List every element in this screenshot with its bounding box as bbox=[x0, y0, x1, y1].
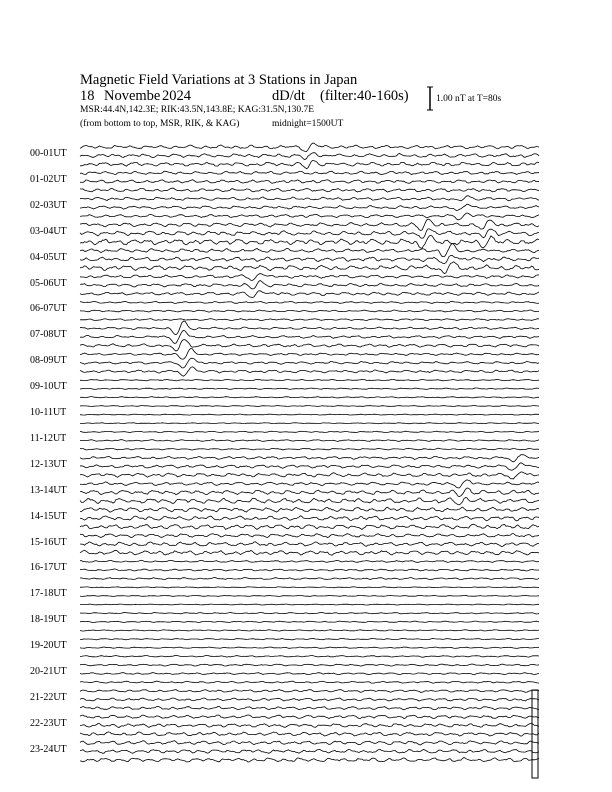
hour-label: 03-04UT bbox=[30, 225, 67, 237]
hour-label: 12-13UT bbox=[30, 458, 67, 470]
trace-rik bbox=[80, 358, 539, 368]
trace-rik bbox=[80, 463, 539, 471]
trace-rik bbox=[80, 153, 539, 160]
trace-kag bbox=[80, 143, 539, 152]
hour-label: 15-16UT bbox=[30, 536, 67, 548]
hour-label: 08-09UT bbox=[30, 355, 67, 367]
hour-label: 04-05UT bbox=[30, 251, 67, 263]
midnight-note: midnight=1500UT bbox=[272, 119, 344, 129]
trace-kag bbox=[80, 274, 539, 281]
hour-label: 20-21UT bbox=[30, 666, 67, 677]
trace-kag bbox=[80, 196, 539, 201]
trace-msr bbox=[80, 578, 539, 580]
hour-label: 06-07UT bbox=[30, 303, 67, 315]
hour-label: 01-02UT bbox=[30, 173, 67, 185]
trace-msr bbox=[80, 706, 539, 710]
trace-msr bbox=[80, 423, 539, 424]
trace-rik bbox=[80, 281, 539, 290]
hour-label: 16-17UT bbox=[30, 562, 67, 574]
trace-group bbox=[80, 143, 539, 762]
trace-kag bbox=[80, 455, 539, 462]
trace-rik bbox=[80, 516, 539, 521]
trace-rik bbox=[80, 330, 539, 343]
trace-kag bbox=[80, 507, 539, 512]
trace-kag bbox=[80, 664, 539, 666]
trace-kag bbox=[80, 406, 539, 407]
hour-label: 10-11UT bbox=[30, 407, 67, 418]
trace-rik bbox=[80, 229, 539, 238]
trace-msr bbox=[80, 236, 539, 249]
trace-msr bbox=[80, 681, 539, 683]
trace-rik bbox=[80, 542, 539, 547]
trace-kag bbox=[80, 379, 539, 380]
hour-label: 23-24UT bbox=[30, 743, 67, 755]
trace-kag bbox=[80, 480, 539, 488]
trace-kag bbox=[80, 587, 539, 588]
trace-msr bbox=[80, 758, 539, 763]
hour-label: 22-23UT bbox=[30, 717, 67, 729]
trace-kag bbox=[80, 348, 539, 359]
hour-label: 21-22UT bbox=[30, 691, 67, 703]
trace-msr bbox=[80, 291, 539, 298]
trace-msr bbox=[80, 188, 539, 192]
hour-label: 09-10UT bbox=[30, 381, 67, 393]
hour-label: 14-15UT bbox=[30, 510, 67, 522]
trace-rik bbox=[80, 723, 539, 727]
hour-label: 19-20UT bbox=[30, 640, 67, 652]
trace-msr bbox=[80, 448, 539, 450]
chart-title: Magnetic Field Variations at 3 Stations in Japan bbox=[80, 72, 358, 88]
trace-kag bbox=[80, 301, 539, 303]
hour-label: 02-03UT bbox=[30, 199, 67, 211]
trace-rik bbox=[80, 310, 539, 312]
trace-msr bbox=[80, 656, 539, 658]
trace-rik bbox=[80, 749, 539, 753]
trace-rik bbox=[80, 255, 539, 263]
trace-msr bbox=[80, 604, 539, 605]
trace-msr bbox=[80, 397, 539, 398]
hour-label: 18-19UT bbox=[30, 614, 67, 626]
scale-bar bbox=[427, 87, 433, 110]
trace-kag bbox=[80, 534, 539, 538]
trace-rik bbox=[80, 414, 539, 415]
trace-rik bbox=[80, 440, 539, 442]
trace-kag bbox=[80, 690, 539, 693]
station-coordinates: MSR:44.4N,142.3E; RIK:43.5N,143.8E; KAG:31.5N,130.7E bbox=[80, 105, 315, 115]
trace-kag bbox=[80, 171, 539, 174]
hour-label: 11-12UT bbox=[30, 432, 67, 444]
trace-msr bbox=[80, 160, 539, 168]
trace-msr bbox=[80, 367, 539, 376]
date-month: Novembe bbox=[104, 88, 161, 104]
trace-rik bbox=[80, 621, 539, 622]
trace-rik bbox=[80, 180, 539, 184]
trace-rik bbox=[80, 698, 539, 701]
trace-msr bbox=[80, 472, 539, 479]
trace-kag bbox=[80, 219, 539, 230]
trace-rik bbox=[80, 673, 539, 675]
trace-msr bbox=[80, 498, 539, 505]
trace-kag bbox=[80, 321, 539, 335]
date-day: 18 bbox=[80, 88, 95, 104]
trace-msr bbox=[80, 262, 539, 274]
hour-label: 17-18UT bbox=[30, 588, 67, 600]
trace-kag bbox=[80, 638, 539, 639]
trace-msr bbox=[80, 550, 539, 555]
trace-msr bbox=[80, 630, 539, 631]
trace-kag bbox=[80, 560, 539, 562]
trace-msr bbox=[80, 524, 539, 529]
trace-msr bbox=[80, 732, 539, 736]
date-year: 2024 bbox=[162, 88, 191, 104]
trace-rik bbox=[80, 647, 539, 648]
trace-rik bbox=[80, 388, 539, 389]
filter-label: (filter:40-160s) bbox=[320, 88, 409, 104]
trace-msr bbox=[80, 340, 539, 351]
trace-kag bbox=[80, 741, 539, 745]
hour-label: 00-01UT bbox=[30, 148, 67, 159]
trace-rik bbox=[80, 569, 539, 571]
hour-label: 07-08UT bbox=[30, 329, 67, 341]
trace-kag bbox=[80, 613, 539, 614]
trace-kag bbox=[80, 715, 539, 719]
trace-kag bbox=[80, 244, 539, 257]
trace-msr bbox=[80, 319, 539, 321]
trace-rik bbox=[80, 595, 539, 596]
quantity-label: dD/dt bbox=[272, 88, 306, 104]
hour-label: 13-14UT bbox=[30, 484, 67, 496]
trace-rik bbox=[80, 204, 539, 210]
trace-kag bbox=[80, 431, 539, 432]
hour-label: 05-06UT bbox=[30, 277, 67, 289]
station-order-note: (from bottom to top, MSR, RIK, & KAG) bbox=[80, 119, 240, 129]
trace-rik bbox=[80, 488, 539, 497]
scale-label: 1.00 nT at T=80s bbox=[436, 94, 502, 104]
trace-msr bbox=[80, 213, 539, 220]
